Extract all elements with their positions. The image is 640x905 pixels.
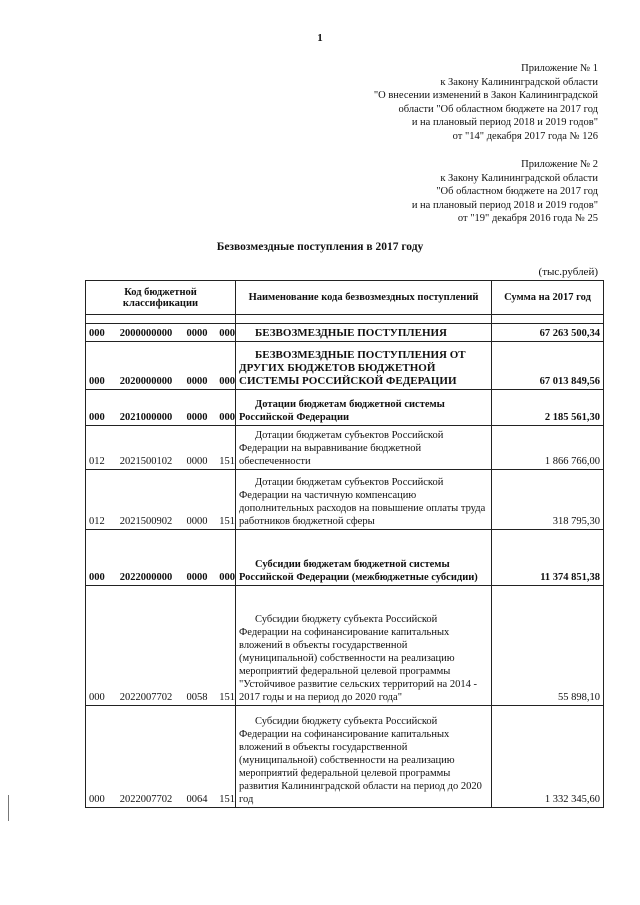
code-main: 2020000000 [119, 376, 173, 387]
code-admin: 012 [89, 516, 105, 527]
header-name: Наименование кода безвозмездных поступлений [236, 281, 492, 315]
code-econ: 000 [219, 328, 235, 339]
code-econ: 151 [219, 794, 235, 805]
code-main: 2021500102 [119, 456, 173, 467]
document-title: Безвозмездные поступления в 2017 году [216, 241, 424, 253]
page-number: 1 [317, 32, 323, 44]
code-program: 0000 [186, 376, 208, 387]
table-row [86, 706, 604, 808]
table-row [86, 530, 604, 586]
code-program: 0000 [186, 516, 208, 527]
code-main: 2022007702 [119, 692, 173, 703]
code-main: 2022000000 [119, 572, 173, 583]
appendix-1-line: Приложение № 1 [521, 63, 598, 74]
row-sum: 55 898,10 [492, 586, 604, 706]
appendix-2-line: от "19" декабря 2016 года № 25 [457, 213, 598, 224]
appendix-1-line: к Закону Калининградской области [440, 76, 598, 88]
row-name: БЕЗВОЗМЕЗДНЫЕ ПОСТУПЛЕНИЯ [255, 327, 447, 339]
row-name: Субсидии бюджету субъекта Российской Федерации на софинансирование капитальных вложений в объекты государственной (муниципальной) собственности на реализацию мероприятий федеральной целевой программы развития Калининградской области на период до 2020 год [239, 716, 482, 805]
revenue-table [85, 280, 604, 808]
appendix-2-line: к Закону Калининградской области [440, 172, 598, 184]
row-sum: 2 185 561,30 [492, 390, 604, 426]
code-econ: 000 [219, 412, 235, 423]
appendix-1-line: области "Об областном бюджете на 2017 год [398, 103, 598, 115]
code-econ: 000 [219, 572, 235, 583]
code-main: 2021000000 [119, 412, 173, 423]
code-admin: 000 [89, 794, 105, 805]
code-admin: 000 [89, 328, 105, 339]
table-row [86, 390, 604, 426]
code-econ: 000 [219, 376, 235, 387]
scan-margin-mark [8, 795, 9, 821]
code-econ: 151 [219, 456, 235, 467]
code-admin: 000 [89, 572, 105, 583]
row-name: БЕЗВОЗМЕЗДНЫЕ ПОСТУПЛЕНИЯ ОТ ДРУГИХ БЮДЖЕТОВ БЮДЖЕТНОЙ СИСТЕМЫ РОССИЙСКОЙ ФЕДЕРАЦИИ [239, 349, 466, 387]
appendix-2-header [412, 158, 598, 226]
units-label: (тыс.рублей) [538, 266, 598, 278]
appendix-2-line: "Об областном бюджете на 2017 год [436, 186, 598, 197]
row-name: Дотации бюджетам субъектов Российской Федерации на выравнивание бюджетной обеспеченности [239, 430, 444, 467]
appendix-1-line: и на плановый период 2018 и 2019 годов" [411, 117, 598, 128]
code-admin: 012 [89, 456, 105, 467]
code-program: 0000 [186, 572, 208, 583]
appendix-1-line: "О внесении изменений в Закон Калининградской [373, 90, 598, 101]
table-row [86, 470, 604, 530]
code-program: 0000 [186, 456, 208, 467]
table-row [86, 586, 604, 706]
table-row [86, 324, 604, 342]
appendix-2-line: и на плановый период 2018 и 2019 годов" [411, 199, 598, 211]
code-admin: 000 [89, 376, 105, 387]
code-econ: 151 [219, 516, 235, 527]
table-row [86, 342, 604, 390]
row-name: Субсидии бюджетам бюджетной системы Российской Федерации (межбюджетные субсидии) [239, 559, 478, 583]
appendix-2-line: Приложение № 2 [521, 159, 598, 170]
row-name: Субсидии бюджету субъекта Российской Федерации на софинансирование капитальных вложений в объекты государственной (муниципальной) собственности на реализацию мероприятий федеральной целевой программы "Устойчивое развитие сельских территорий на 2014 - 2017 годы и на период до 2020 года" [239, 614, 477, 703]
row-sum: 67 263 500,34 [492, 324, 604, 342]
code-program: 0064 [186, 794, 208, 805]
appendix-1-line: от "14" декабря 2017 года № 126 [452, 130, 598, 142]
code-admin: 000 [89, 412, 105, 423]
code-main: 2021500902 [119, 516, 173, 527]
code-econ: 151 [219, 692, 235, 703]
code-admin: 000 [89, 692, 105, 703]
header-sum: Сумма на 2017 год [492, 281, 604, 315]
row-sum: 11 374 851,38 [492, 530, 604, 586]
row-sum: 1 332 345,60 [492, 706, 604, 808]
table-row [86, 426, 604, 470]
appendix-1-header [374, 62, 598, 143]
code-program: 0058 [186, 692, 208, 703]
code-main: 2022007702 [119, 794, 173, 805]
row-name: Дотации бюджетам субъектов Российской Федерации на частичную компенсацию дополнительных расходов на повышение оплаты труда работников бюджетной сферы [239, 477, 486, 527]
row-sum: 1 866 766,00 [492, 426, 604, 470]
code-program: 0000 [186, 328, 208, 339]
row-name: Дотации бюджетам бюджетной системы Российской Федерации [239, 399, 445, 423]
row-sum: 67 013 849,56 [492, 342, 604, 390]
header-code: Код бюджетной классификации [86, 281, 236, 315]
code-main: 2000000000 [119, 328, 173, 339]
row-sum: 318 795,30 [492, 470, 604, 530]
code-program: 0000 [186, 412, 208, 423]
